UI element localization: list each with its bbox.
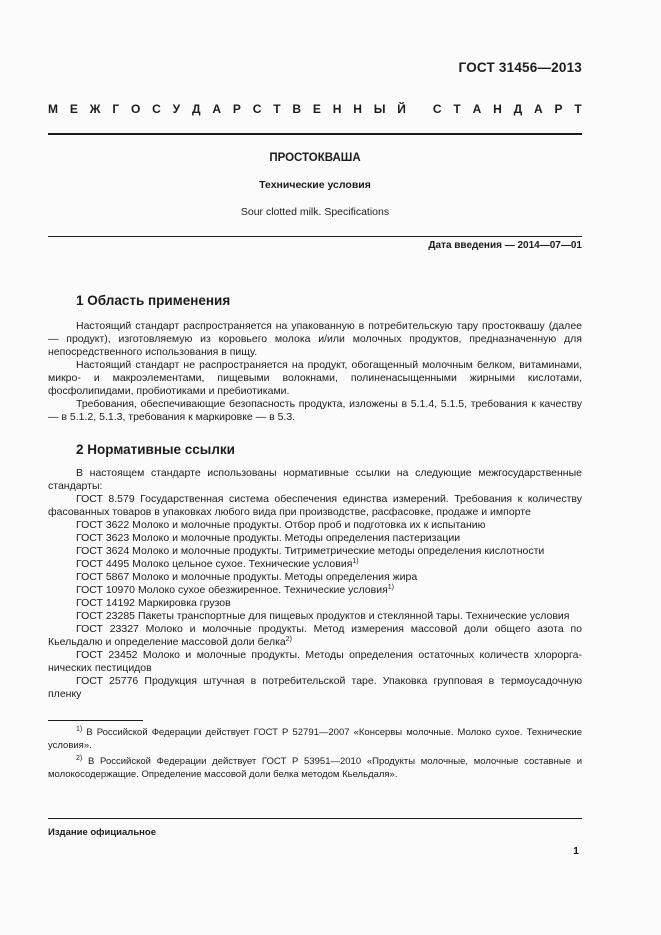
introduction-date: Дата введения — 2014—07—01 — [428, 240, 582, 251]
date-divider — [48, 236, 582, 237]
reference-item: ГОСТ 23327 Молоко и молочные продукты. Метод измерения массовой доли общего азота по Кьельдалю и определение массовой доли белка$^{2)}$ — [48, 623, 582, 648]
footnote-divider — [48, 720, 143, 721]
reference-item: ГОСТ 3623 Молоко и молочные продукты. Методы определения пастеризации — [76, 532, 461, 544]
standard-number: ГОСТ 31456—2013 — [458, 60, 582, 75]
reference-item: ГОСТ 4495 Молоко цельное сухое. Технические условия$^{1)}$ — [76, 558, 359, 570]
footnote-ref: 2) — [285, 636, 292, 643]
footnote-mark: 1) — [76, 726, 83, 733]
header-divider — [48, 133, 582, 135]
section-1-paragraph: Требования, обеспечивающие безопасность продукта, изложены в 5.1.4, 5.1.5, требования к качеству — в 5.1.2, 5.1.3, требования к маркировке — в 5.3. — [48, 398, 582, 423]
reference-item: ГОСТ 5867 Молоко и молочные продукты. Методы определения жира — [76, 571, 418, 583]
reference-item: ГОСТ 23285 Пакеты транспортные для пищевых продуктов и стеклянной тары. Технические условия — [76, 610, 570, 622]
footer-divider — [48, 818, 582, 819]
document-subtitle: Технические условия — [259, 179, 371, 191]
section-1-heading: 1 Область применения — [76, 293, 231, 308]
document-title: ПРОСТОКВАША — [269, 152, 361, 164]
reference-item: ГОСТ 14192 Маркировка грузов — [76, 597, 231, 609]
section-2-heading: 2 Нормативные ссылки — [76, 442, 235, 457]
reference-item: ГОСТ 25776 Продукция штучная в потребительской таре. Упаковка групповая в термоусадочную пленку — [48, 675, 582, 700]
reference-item: ГОСТ 8.579 Государственная система обеспечения единства измерений. Требования к количеству фасованных товаров в упаковках любого вида при производстве, расфасовке, продаже и импорте — [48, 493, 582, 518]
reference-item: ГОСТ 23452 Молоко и молочные продукты. Методы определения остаточных количеств хлорорганических пестицидов — [48, 649, 582, 674]
reference-intro: В настоящем стандарте использованы нормативные ссылки на следующие межгосударственные стандарты: — [48, 467, 582, 492]
footnote: $^{2)}$ В Российской Федерации действует ГОСТ Р 53951—2010 «Продукты молочные, молочные составные и молокосодержащие. Определение массовой доли белка методом Кьельдаля». — [48, 755, 582, 780]
footnote-ref: 1) — [352, 558, 359, 565]
footnotes — [48, 726, 582, 781]
official-edition-label: Издание официальное — [48, 827, 156, 838]
document-subtitle-english: Sour clotted milk. Specifications — [240, 206, 390, 218]
footnote: $^{1)}$ В Российской Федерации действует ГОСТ Р 52791—2007 «Консервы молочные. Молоко сухое. Технические условия». — [48, 726, 583, 751]
section-1-body — [48, 320, 582, 424]
section-1-paragraph: Настоящий стандарт не распространяется на продукт, обогащенный молочным белком, витаминами, микро- и макроэлементами, пищевыми волокнами, полиненасыщенными жирными кислотами, фосфолипидами, пробиотиками и пребиотиками. — [48, 359, 582, 397]
footnote-mark: 2) — [76, 755, 83, 762]
reference-item: ГОСТ 10970 Молоко сухое обезжиренное. Технические условия$^{1)}$ — [76, 584, 394, 596]
page-number: 1 — [573, 845, 579, 857]
reference-item: ГОСТ 3622 Молоко и молочные продукты. Отбор проб и подготовка их к испытанию — [76, 519, 486, 531]
footnote-ref: 1) — [387, 584, 394, 591]
section-2-body — [48, 467, 582, 701]
reference-item: ГОСТ 3624 Молоко и молочные продукты. Титриметрические методы определения кислотности — [76, 545, 545, 557]
section-1-paragraph: Настоящий стандарт распространяется на упакованную в потребительскую тару простоквашу (далее — продукт), изготовляемую из коровьего молока и/или молочных продуктов, предназначенную для непосредственного использования в пищу. — [48, 320, 582, 358]
interstate-standard-banner: М Е Ж Г О С У Д А Р С Т В Е Н Н Ы Й С Т А Н Д А Р Т — [48, 102, 582, 116]
